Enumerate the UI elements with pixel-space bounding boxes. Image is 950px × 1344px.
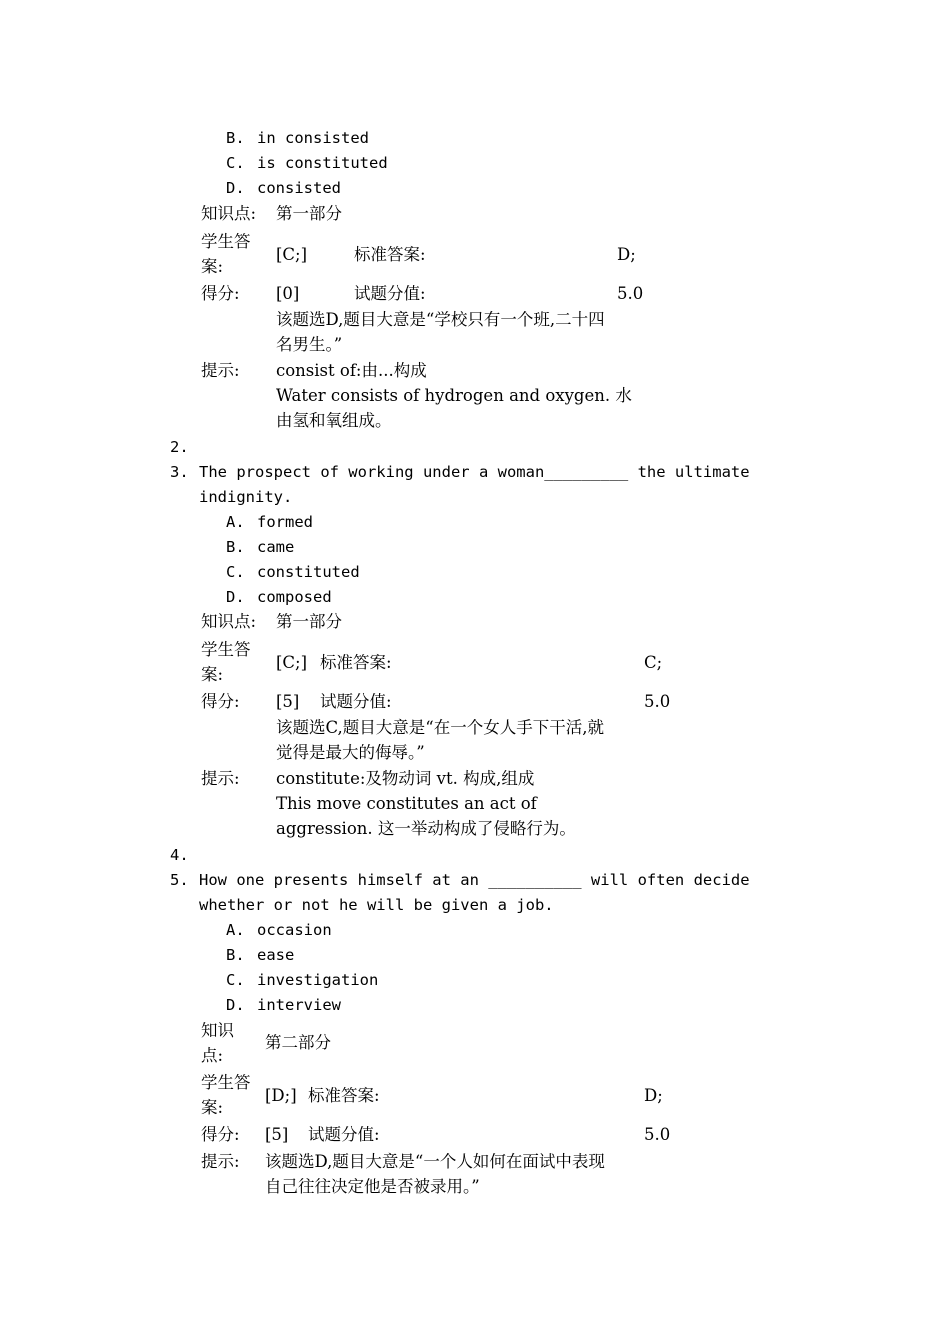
- hint-text: Water consists of hydrogen and oxygen. 水: [276, 386, 632, 405]
- explanation-text: 名男生。”: [276, 335, 343, 354]
- student-answer-value: [D;]: [265, 1086, 297, 1105]
- option-letter: B.: [226, 946, 245, 964]
- explanation-text: 觉得是最大的侮辱。”: [276, 743, 425, 762]
- option-text: constituted: [257, 563, 360, 581]
- question-stem: whether or not he will be given a job.: [199, 896, 554, 914]
- question-stem: How one presents himself at an __________ will often decide: [199, 871, 750, 889]
- question-points-value: 5.0: [644, 1125, 671, 1144]
- option-letter: A.: [226, 513, 245, 531]
- question-points-value: 5.0: [644, 692, 671, 711]
- option-text: occasion: [257, 921, 332, 939]
- hint-text: aggression. 这一举动构成了侵略行为。: [276, 819, 576, 838]
- hint-text: 该题选D,题目大意是“一个人如何在面试中表现: [265, 1152, 605, 1171]
- student-answer-value: [C;]: [276, 245, 308, 264]
- option-text: composed: [257, 588, 332, 606]
- option-text: formed: [257, 513, 313, 531]
- hint-text: 由氢和氧组成。: [276, 411, 392, 430]
- score-value: [0]: [276, 284, 300, 303]
- option-text: consisted: [257, 179, 341, 197]
- question-number: 5.: [170, 871, 189, 889]
- student-answer-value: [C;]: [276, 653, 308, 672]
- option-text: came: [257, 538, 295, 556]
- option-letter: C.: [226, 154, 245, 172]
- knowledge-point-label: 点:: [201, 1046, 224, 1065]
- student-answer-label: 案:: [201, 257, 224, 276]
- knowledge-point-label: 知识点:: [201, 612, 257, 631]
- student-answer-label: 学生答: [201, 640, 251, 659]
- standard-answer-label: 标准答案:: [354, 245, 426, 264]
- option-letter: C.: [226, 971, 245, 989]
- student-answer-label: 案:: [201, 665, 224, 684]
- standard-answer-value: D;: [617, 245, 636, 264]
- student-answer-label: 案:: [201, 1098, 224, 1117]
- hint-text: constitute:及物动词 vt. 构成,组成: [276, 769, 535, 788]
- hint-label: 提示:: [201, 1152, 240, 1171]
- knowledge-point-label: 知识点:: [201, 204, 257, 223]
- standard-answer-value: D;: [644, 1086, 663, 1105]
- explanation-text: 该题选D,题目大意是“学校只有一个班,二十四: [276, 310, 605, 329]
- knowledge-point-value: 第一部分: [276, 612, 342, 631]
- student-answer-label: 学生答: [201, 1073, 251, 1092]
- question-points-label: 试题分值:: [320, 692, 392, 711]
- question-points-label: 试题分值:: [308, 1125, 380, 1144]
- knowledge-point-value: 第二部分: [265, 1033, 331, 1052]
- knowledge-point-label: 知识: [201, 1021, 234, 1040]
- option-letter: A.: [226, 921, 245, 939]
- option-text: in consisted: [257, 129, 369, 147]
- standard-answer-value: C;: [644, 653, 663, 672]
- standard-answer-label: 标准答案:: [320, 653, 392, 672]
- hint-text: 自己往往决定他是否被录用。”: [265, 1177, 480, 1196]
- question-points-label: 试题分值:: [354, 284, 426, 303]
- list-number: 2.: [170, 438, 189, 456]
- option-letter: C.: [226, 563, 245, 581]
- score-label: 得分:: [201, 692, 240, 711]
- option-letter: D.: [226, 588, 245, 606]
- option-text: is constituted: [257, 154, 388, 172]
- question-stem: The prospect of working under a woman_________ the ultimate: [199, 463, 750, 481]
- hint-label: 提示:: [201, 361, 240, 380]
- option-letter: D.: [226, 996, 245, 1014]
- score-value: [5]: [265, 1125, 289, 1144]
- standard-answer-label: 标准答案:: [308, 1086, 380, 1105]
- question-points-value: 5.0: [617, 284, 644, 303]
- option-letter: B.: [226, 129, 245, 147]
- option-letter: B.: [226, 538, 245, 556]
- student-answer-label: 学生答: [201, 232, 251, 251]
- hint-label: 提示:: [201, 769, 240, 788]
- explanation-text: 该题选C,题目大意是“在一个女人手下干活,就: [276, 718, 604, 737]
- option-letter: D.: [226, 179, 245, 197]
- hint-text: This move constitutes an act of: [276, 794, 537, 813]
- score-label: 得分:: [201, 1125, 240, 1144]
- score-value: [5]: [276, 692, 300, 711]
- hint-text: consist of:由...构成: [276, 361, 427, 380]
- question-number: 3.: [170, 463, 189, 481]
- option-text: interview: [257, 996, 341, 1014]
- knowledge-point-value: 第一部分: [276, 204, 342, 223]
- option-text: ease: [257, 946, 295, 964]
- question-stem: indignity.: [199, 488, 293, 506]
- list-number: 4.: [170, 846, 189, 864]
- option-text: investigation: [257, 971, 379, 989]
- score-label: 得分:: [201, 284, 240, 303]
